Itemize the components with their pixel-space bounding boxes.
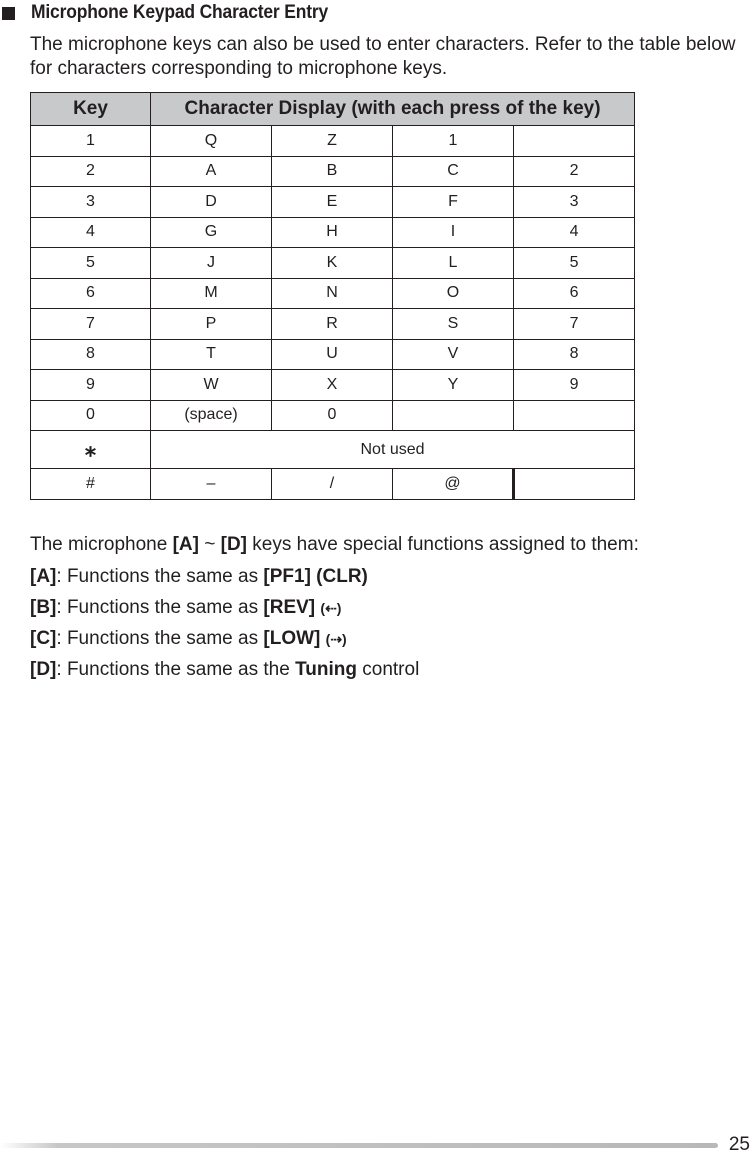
note-text: : Functions the same as <box>56 597 264 618</box>
table-cell: J <box>151 248 272 279</box>
header-character-display: Character Display (with each press of the key) <box>151 93 635 126</box>
table-cell: – <box>151 469 272 500</box>
footer-rule <box>0 1143 718 1148</box>
table-cell: 7 <box>514 309 635 340</box>
table-cell: 8 <box>514 339 635 370</box>
table-cell-not-used: Not used <box>151 431 635 469</box>
target-label: [LOW] <box>263 628 321 649</box>
table-header-row <box>31 93 635 126</box>
keys-intro-line <box>30 534 639 556</box>
key-label-a: [A] <box>30 566 57 587</box>
table-row <box>31 156 635 187</box>
table-cell: O <box>393 278 514 309</box>
intro-paragraph: The microphone keys can also be used to enter characters. Refer to the table below for characters corresponding to microphone keys. <box>30 34 736 79</box>
table-cell: 4 <box>514 217 635 248</box>
table-cell: B <box>272 156 393 187</box>
note-text: : Functions the same as <box>56 566 264 587</box>
target-label: Tuning <box>295 659 357 680</box>
table-cell: @ <box>393 469 514 500</box>
note-text: control <box>356 659 420 680</box>
note-d <box>30 659 419 681</box>
character-table <box>30 92 635 500</box>
note-text: keys have special functions assigned to them: <box>247 534 639 555</box>
table-cell: / <box>272 469 393 500</box>
section-title <box>0 0 354 26</box>
header-key: Key <box>31 93 151 126</box>
table-cell: 5 <box>31 248 151 279</box>
section-title-text: Microphone Keypad Character Entry <box>31 2 328 23</box>
table-cell: G <box>151 217 272 248</box>
table-cell-star-key <box>31 431 151 469</box>
table-row <box>31 217 635 248</box>
table-cell: 3 <box>31 187 151 218</box>
table-row <box>31 309 635 340</box>
asterisk-icon: ⁎ <box>85 436 96 461</box>
table-cell: L <box>393 248 514 279</box>
table-cell <box>514 126 635 157</box>
target-label: [REV] <box>263 597 316 618</box>
table-cell: 3 <box>514 187 635 218</box>
key-label: [A] <box>172 534 199 555</box>
table-cell: 2 <box>514 156 635 187</box>
table-cell: Z <box>272 126 393 157</box>
page-number: 25 <box>728 1134 750 1155</box>
table-cell: 7 <box>31 309 151 340</box>
note-text: The microphone <box>30 534 173 555</box>
table-row <box>31 126 635 157</box>
table-cell: X <box>272 370 393 401</box>
table-cell: 1 <box>31 126 151 157</box>
square-bullet-icon <box>2 7 15 20</box>
table-cell: T <box>151 339 272 370</box>
table-cell: S <box>393 309 514 340</box>
table-cell: W <box>151 370 272 401</box>
table-cell: 0 <box>31 400 151 431</box>
key-label: [D] <box>220 534 248 555</box>
table-cell: Q <box>151 126 272 157</box>
table-row <box>31 400 635 431</box>
table-row <box>31 248 635 279</box>
table-cell: 8 <box>31 339 151 370</box>
table-cell: 2 <box>31 156 151 187</box>
key-label-c: [C] <box>30 628 57 649</box>
table-cell: F <box>393 187 514 218</box>
table-cell: 9 <box>31 370 151 401</box>
table-cell: Y <box>393 370 514 401</box>
table-row <box>31 339 635 370</box>
table-row-star <box>31 431 635 469</box>
table-cell: H <box>272 217 393 248</box>
table-cell: N <box>272 278 393 309</box>
table-cell: M <box>151 278 272 309</box>
note-b <box>30 597 341 619</box>
table-cell: K <box>272 248 393 279</box>
table-row <box>31 370 635 401</box>
table-cell: V <box>393 339 514 370</box>
table-cell: P <box>151 309 272 340</box>
key-label-b: [B] <box>30 597 57 618</box>
table-cell: I <box>393 217 514 248</box>
table-cell: (space) <box>151 400 272 431</box>
left-arrow-icon: (⇠) <box>320 600 342 616</box>
note-text: ~ <box>198 534 221 555</box>
table-cell: # <box>31 469 151 500</box>
target-label: [PF1] (CLR) <box>263 566 368 587</box>
note-text: : Functions the same as <box>56 628 264 649</box>
table-cell: D <box>151 187 272 218</box>
table-cell: 9 <box>514 370 635 401</box>
table-cell: A <box>151 156 272 187</box>
table-row <box>31 187 635 218</box>
right-arrow-icon: (⇢) <box>325 631 347 647</box>
table-cell: 4 <box>31 217 151 248</box>
table-cell: 6 <box>31 278 151 309</box>
key-label-d: [D] <box>30 659 57 680</box>
note-a <box>30 566 368 588</box>
table-cell: E <box>272 187 393 218</box>
note-text: : Functions the same as the <box>56 659 296 680</box>
table-cell <box>514 469 635 500</box>
table-cell <box>393 400 514 431</box>
table-row-hash <box>31 469 635 500</box>
table-cell: U <box>272 339 393 370</box>
table-cell <box>514 400 635 431</box>
table-cell: R <box>272 309 393 340</box>
table-row <box>31 278 635 309</box>
note-c <box>30 628 347 650</box>
table-cell: 5 <box>514 248 635 279</box>
table-cell: 0 <box>272 400 393 431</box>
table-cell: 6 <box>514 278 635 309</box>
table-cell: C <box>393 156 514 187</box>
table-cell: 1 <box>393 126 514 157</box>
